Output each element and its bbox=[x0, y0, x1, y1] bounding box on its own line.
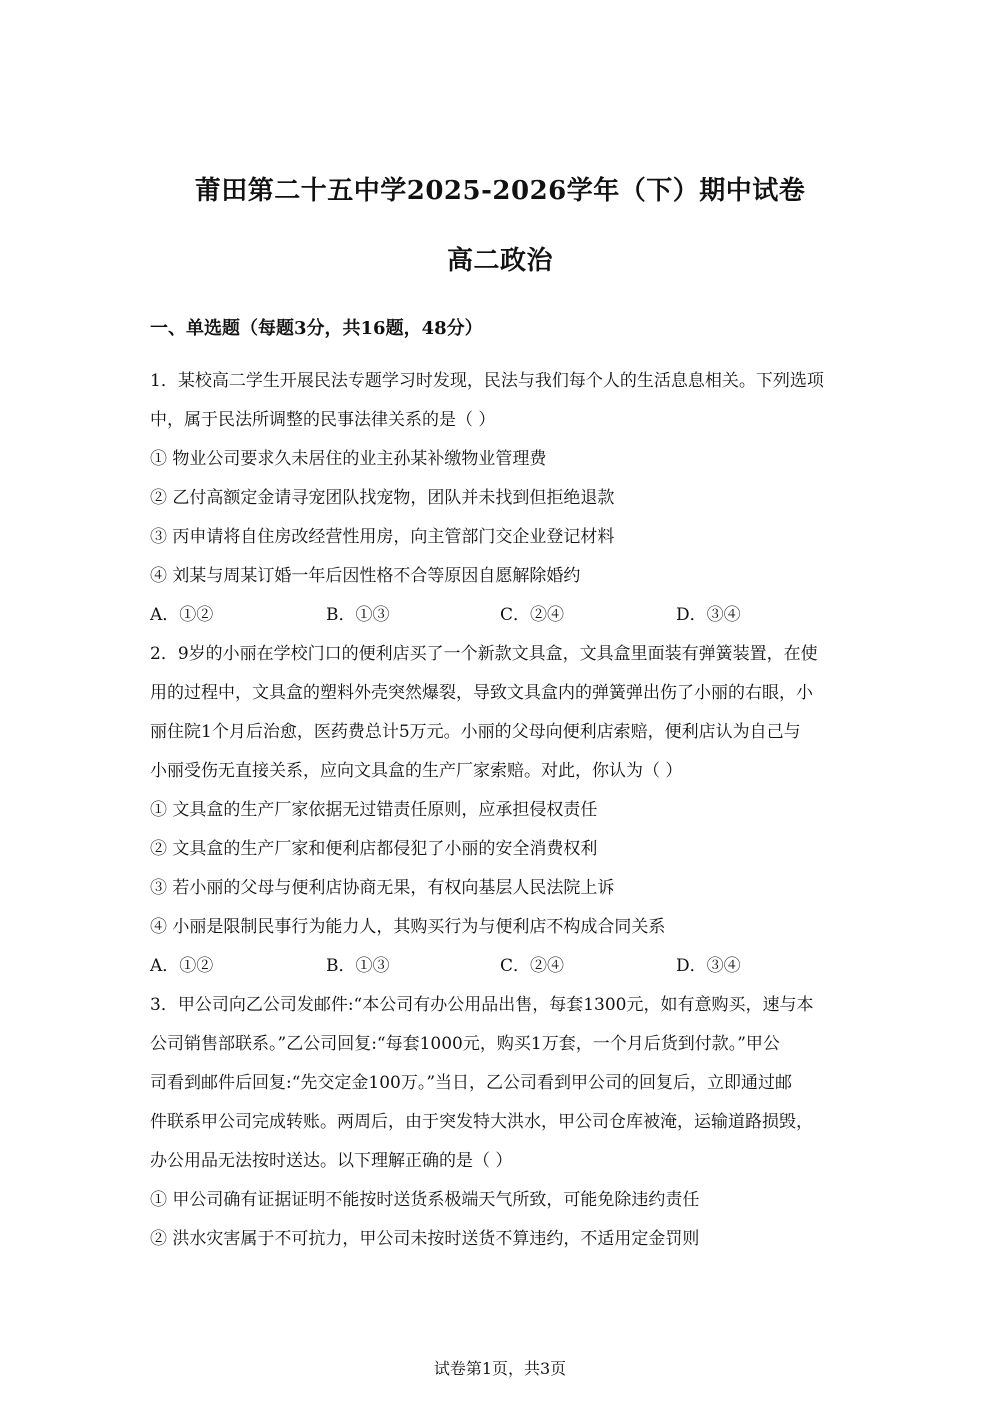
question-2 bbox=[150, 635, 850, 986]
question-stem-line: 公司销售部联系。”乙公司回复:“每套1000元，购买1万套，一个月后货到付款。”甲公 bbox=[150, 1034, 780, 1054]
choice-a: A．①② bbox=[150, 956, 214, 976]
question-option: ② 乙付高额定金请寻宠团队找宠物，团队并未找到但拒绝退款 bbox=[150, 488, 615, 508]
question-stem-line: 丽住院1个月后治愈，医药费总计5万元。小丽的父母向便利店索赔，便利店认为自己与 bbox=[150, 722, 801, 742]
page-footer: 试卷第1页，共3页 bbox=[433, 1359, 567, 1378]
question-option: ② 文具盒的生产厂家和便利店都侵犯了小丽的安全消费权利 bbox=[150, 839, 598, 859]
question-1 bbox=[150, 362, 850, 635]
question-stem-line: 件联系甲公司完成转账。两周后，由于突发特大洪水，甲公司仓库被淹，运输道路损毁， bbox=[150, 1112, 813, 1132]
question-stem-line: 3．甲公司向乙公司发邮件:“本公司有办公用品出售，每套1300元，如有意购买，速与本 bbox=[150, 995, 814, 1015]
question-option: ④ 小丽是限制民事行为能力人，其购买行为与便利店不构成合同关系 bbox=[150, 917, 666, 937]
question-stem-line: 中，属于民法所调整的民事法律关系的是（ ） bbox=[150, 410, 496, 430]
question-option: ② 洪水灾害属于不可抗力，甲公司未按时送货不算违约，不适用定金罚则 bbox=[150, 1229, 700, 1249]
choice-d: D．③④ bbox=[676, 956, 741, 976]
exam-subject: 高二政治 bbox=[446, 246, 553, 276]
question-option: ④ 刘某与周某订婚一年后因性格不合等原因自愿解除婚约 bbox=[150, 566, 581, 586]
question-option: ③ 丙申请将自住房改经营性用房，向主管部门交企业登记材料 bbox=[150, 527, 615, 547]
question-option: ① 物业公司要求久未居住的业主孙某补缴物业管理费 bbox=[150, 449, 547, 469]
question-stem-line: 2．9岁的小丽在学校门口的便利店买了一个新款文具盒，文具盒里面装有弹簧装置，在使 bbox=[150, 644, 818, 664]
choice-a: A．①② bbox=[150, 605, 214, 625]
answer-choices bbox=[150, 596, 850, 635]
question-stem-line: 用的过程中，文具盒的塑料外壳突然爆裂，导致文具盒内的弹簧弹出伤了小丽的右眼，小 bbox=[150, 683, 813, 703]
choice-c: C．②④ bbox=[500, 956, 565, 976]
question-option: ① 文具盒的生产厂家依据无过错责任原则，应承担侵权责任 bbox=[150, 800, 598, 820]
question-stem-line: 办公用品无法按时送达。以下理解正确的是（ ） bbox=[150, 1151, 513, 1171]
question-stem-line: 司看到邮件后回复:“先交定金100万。”当日，乙公司看到甲公司的回复后，立即通过邮 bbox=[150, 1073, 793, 1093]
section-heading: 一、单选题（每题3分，共16题，48分） bbox=[150, 318, 483, 339]
question-stem-line: 1．某校高二学生开展民法专题学习时发现，民法与我们每个人的生活息息相关。下列选项 bbox=[150, 371, 824, 391]
choice-d: D．③④ bbox=[676, 605, 741, 625]
choice-b: B．①③ bbox=[326, 605, 390, 625]
question-option: ③ 若小丽的父母与便利店协商无果，有权向基层人民法院上诉 bbox=[150, 878, 615, 898]
question-3 bbox=[150, 986, 850, 1259]
choice-c: C．②④ bbox=[500, 605, 565, 625]
questions-area bbox=[150, 362, 850, 1259]
question-option: ① 甲公司确有证据证明不能按时送货系极端天气所致，可能免除违约责任 bbox=[150, 1190, 700, 1210]
answer-choices bbox=[150, 947, 850, 986]
exam-title: 莆田第二十五中学2025-2026学年（下）期中试卷 bbox=[194, 176, 806, 206]
question-stem-line: 小丽受伤无直接关系，应向文具盒的生产厂家索赔。对此，你认为（ ） bbox=[150, 761, 683, 781]
choice-b: B．①③ bbox=[326, 956, 390, 976]
